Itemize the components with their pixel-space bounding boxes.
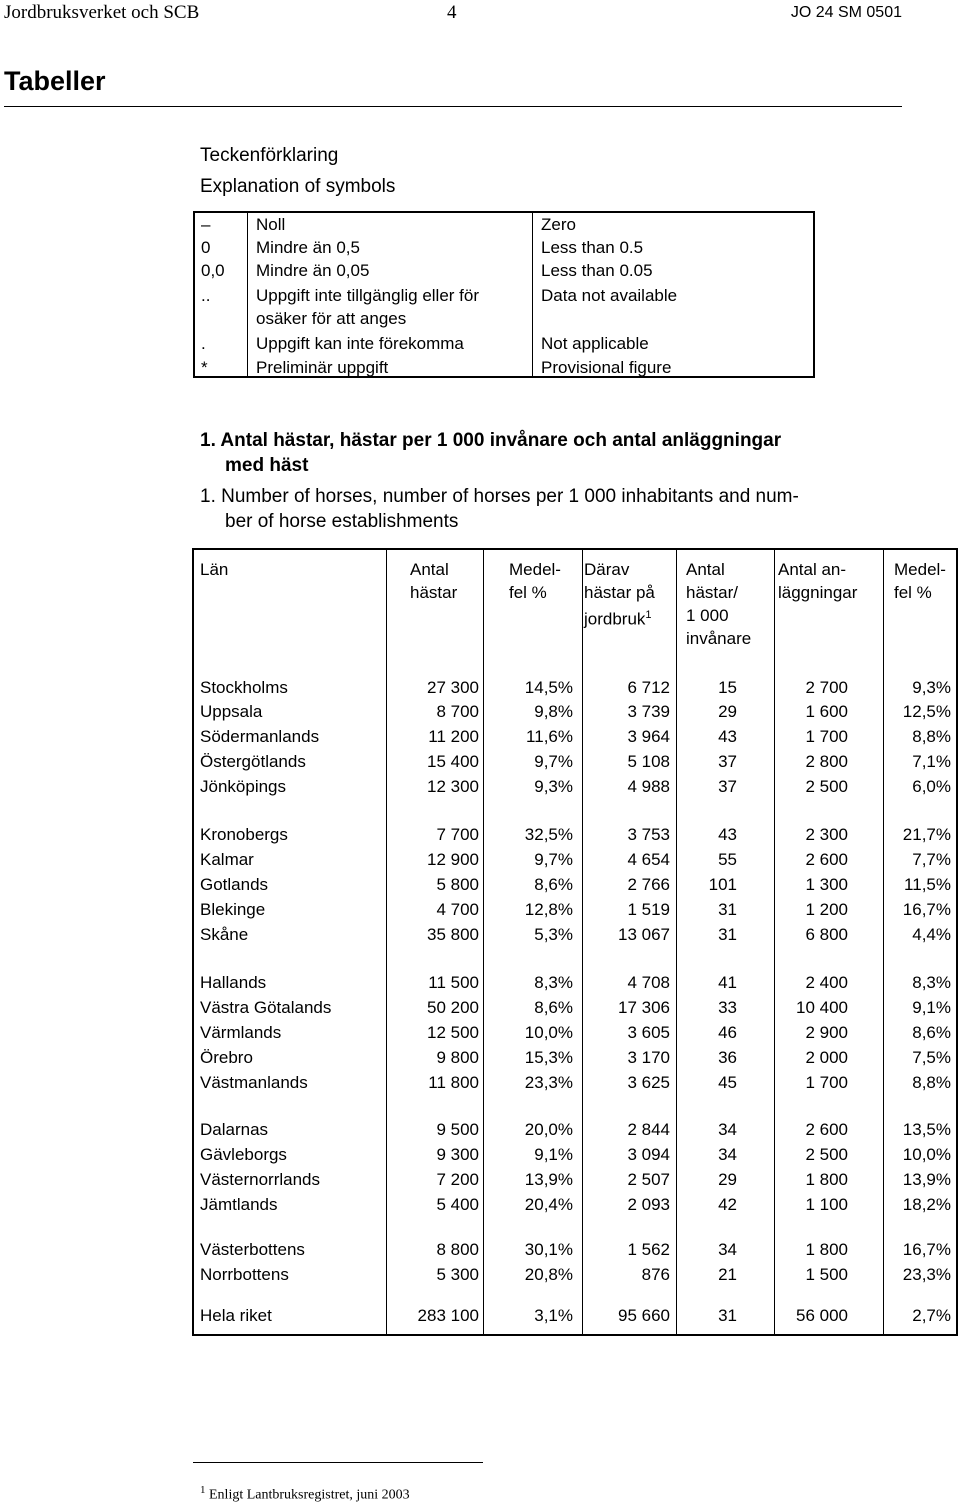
county-name: Kalmar [200, 850, 254, 869]
table-cell: 1 300 [805, 875, 848, 894]
legend-swedish: Preliminär uppgift [256, 358, 389, 377]
table-title-en-line1: 1. Number of horses, number of horses per 1 000 inhabitants and num- [200, 486, 799, 507]
legend-symbol: .. [201, 286, 211, 305]
table-cell: 1 519 [627, 900, 670, 919]
table-cell: 1 800 [805, 1240, 848, 1259]
table-cell: 31 [718, 925, 737, 944]
page-number: 4 [447, 2, 457, 23]
table-title-en-line2: ber of horse establishments [225, 511, 459, 532]
legend-swedish: Noll [256, 215, 286, 234]
table-row [194, 1118, 956, 1142]
table-cell: 12,8% [524, 900, 573, 919]
legend-symbol: – [201, 215, 211, 234]
county-name: Skåne [200, 925, 249, 944]
county-name: Jämtlands [200, 1195, 278, 1214]
table-cell: 6 800 [805, 925, 848, 944]
table-cell: 13,9% [902, 1170, 951, 1189]
table-cell: 9,7% [534, 850, 573, 869]
table-cell: 50 200 [427, 998, 479, 1017]
table-cell: 2 900 [805, 1023, 848, 1042]
table-cell: 34 [718, 1120, 737, 1139]
column-header-line: Medel- [894, 560, 946, 579]
table-row [194, 1238, 956, 1262]
table-cell: 56 000 [796, 1306, 848, 1325]
table-cell: 4 708 [627, 973, 670, 992]
table-cell: 27 300 [427, 678, 479, 697]
table-cell: 2 300 [805, 825, 848, 844]
table-cell: 8,3% [912, 973, 951, 992]
table-cell: 3,1% [534, 1306, 573, 1325]
table-cell: 2 500 [805, 777, 848, 796]
table-cell: 876 [641, 1265, 670, 1284]
column-header-line: hästar [410, 583, 458, 602]
legend-english: Data not available [541, 286, 678, 305]
table-cell: 10,0% [902, 1145, 951, 1164]
table-cell: 101 [708, 875, 737, 894]
table-cell: 43 [718, 727, 737, 746]
column-header-line: läggningar [778, 583, 858, 602]
table-cell: 5,3% [534, 925, 573, 944]
table-cell: 12 300 [427, 777, 479, 796]
county-name: Västerbottens [200, 1240, 305, 1259]
table-cell: 37 [718, 777, 737, 796]
table-cell: 3 739 [627, 702, 670, 721]
table-cell: 14,5% [524, 678, 573, 697]
table-row [194, 700, 956, 724]
table-cell: 8 800 [436, 1240, 479, 1259]
table-cell: 1 200 [805, 900, 848, 919]
table-row [194, 1193, 956, 1217]
table-cell: 15,3% [524, 1048, 573, 1067]
table-row [194, 1143, 956, 1167]
table-cell: 9,3% [912, 678, 951, 697]
column-header [509, 558, 561, 604]
table-row [194, 996, 956, 1020]
report-id: JO 24 SM 0501 [790, 4, 902, 21]
table-cell: 8,8% [912, 727, 951, 746]
county-name: Södermanlands [200, 727, 320, 746]
table-cell: 2 400 [805, 973, 848, 992]
table-cell: 17 306 [618, 998, 670, 1017]
table-cell: 9,3% [534, 777, 573, 796]
table-title-sv [200, 428, 781, 478]
table-cell: 8,8% [912, 1073, 951, 1092]
column-header-line: invånare [686, 629, 752, 648]
table-cell: 9 300 [436, 1145, 479, 1164]
table-cell: 34 [718, 1240, 737, 1259]
legend-english: Not applicable [541, 334, 649, 353]
footnote [200, 1484, 410, 1504]
table-cell: 13,5% [902, 1120, 951, 1139]
table-cell: 1 562 [627, 1240, 670, 1259]
table-title-sv-line1: 1. Antal hästar, hästar per 1 000 invånare och antal anläggningar [200, 430, 782, 451]
table-cell: 3 625 [627, 1073, 670, 1092]
table-cell: 15 400 [427, 752, 479, 771]
table-title-en [200, 484, 799, 534]
table-row [194, 1071, 956, 1095]
table-cell: 5 108 [627, 752, 670, 771]
legend-divider [532, 213, 533, 376]
table-cell: 6 712 [627, 678, 670, 697]
county-name: Örebro [200, 1048, 253, 1067]
table-cell: 11,5% [904, 875, 951, 894]
table-cell: 55 [718, 850, 737, 869]
table-cell: 10,0% [524, 1023, 573, 1042]
table-cell: 8,6% [912, 1023, 951, 1042]
table-cell: 3 094 [627, 1145, 670, 1164]
column-header-line: fel % [894, 583, 932, 602]
table-cell: 5 300 [436, 1265, 479, 1284]
table-cell: 3 605 [627, 1023, 670, 1042]
table-cell: 23,3% [902, 1265, 951, 1284]
table-cell: 37 [718, 752, 737, 771]
table-cell: 2 093 [627, 1195, 670, 1214]
table-cell: 20,8% [524, 1265, 573, 1284]
column-header-line: hästar/ [686, 583, 738, 602]
table-row [194, 823, 956, 847]
table-cell: 3 964 [627, 727, 670, 746]
column-header-line: Medel- [509, 560, 561, 579]
table-cell: 4 654 [627, 850, 670, 869]
symbol-legend-table [193, 211, 815, 378]
table-cell: 2 800 [805, 752, 848, 771]
table-cell: 32,5% [524, 825, 573, 844]
table-row [194, 1263, 956, 1287]
table-cell: 2 000 [805, 1048, 848, 1067]
horse-statistics-table [192, 548, 958, 1336]
table-cell: 1 800 [805, 1170, 848, 1189]
table-cell: 46 [718, 1023, 737, 1042]
page-header [0, 0, 960, 26]
column-header-line: Antal an- [778, 560, 847, 579]
table-row [194, 1168, 956, 1192]
table-cell: 13 067 [618, 925, 670, 944]
table-cell: 1 100 [805, 1195, 848, 1214]
table-cell: 4 700 [436, 900, 479, 919]
table-row [194, 1046, 956, 1070]
table-cell: 2 844 [627, 1120, 670, 1139]
legend-swedish: Uppgift inte tillgänglig eller för [256, 286, 480, 305]
legend-symbol: * [201, 358, 208, 377]
footnote-rule [193, 1462, 483, 1463]
table-row [194, 848, 956, 872]
legend-swedish: Mindre än 0,5 [256, 238, 360, 257]
table-cell: 11 800 [428, 1073, 479, 1092]
county-name: Gävleborgs [200, 1145, 287, 1164]
table-cell: 21 [718, 1265, 737, 1284]
legend-heading: Teckenförklaring [200, 145, 339, 166]
column-header [200, 558, 228, 581]
legend-english: Less than 0.5 [541, 238, 644, 257]
column-header [894, 558, 946, 604]
publisher-name: Jordbruksverket och SCB [4, 2, 200, 23]
table-cell: 7,5% [912, 1048, 951, 1067]
section-title: Tabeller [4, 66, 106, 96]
footnote-marker: 1 [200, 1484, 206, 1496]
table-row [194, 923, 956, 947]
table-cell: 21,7% [902, 825, 951, 844]
table-cell: 12 900 [427, 850, 479, 869]
table-cell: 18,2% [902, 1195, 951, 1214]
county-name: Västernorrlands [200, 1170, 321, 1189]
table-cell: 16,7% [902, 900, 951, 919]
table-cell: 1 700 [805, 1073, 848, 1092]
legend-symbol: 0,0 [201, 261, 225, 280]
table-cell: 95 660 [618, 1306, 670, 1325]
table-cell: 12 500 [427, 1023, 479, 1042]
table-row [194, 971, 956, 995]
legend-symbol: 0 [201, 238, 211, 257]
table-cell: 31 [718, 1306, 737, 1325]
legend-swedish: Mindre än 0,05 [256, 261, 370, 280]
column-header-text: jordbruk [584, 609, 646, 629]
table-cell: 8,3% [534, 973, 573, 992]
table-cell: 4 988 [627, 777, 670, 796]
legend-divider [247, 213, 248, 376]
table-cell: 29 [718, 1170, 737, 1189]
table-cell: 11 500 [428, 973, 479, 992]
column-header [584, 558, 655, 631]
table-cell: 16,7% [902, 1240, 951, 1259]
table-cell: 2 507 [627, 1170, 670, 1189]
table-cell: 2 600 [805, 850, 848, 869]
table-cell: 11,6% [526, 727, 573, 746]
table-cell: 7 200 [436, 1170, 479, 1189]
legend-english: Provisional figure [541, 358, 672, 377]
column-header-line: hästar på [584, 583, 655, 602]
column-header-line: Län [200, 560, 229, 579]
table-cell: 20,4% [524, 1195, 573, 1214]
table-row [194, 750, 956, 774]
county-name: Västmanlands [200, 1073, 308, 1092]
table-cell: 2 766 [627, 875, 670, 894]
table-cell: 1 700 [805, 727, 848, 746]
table-cell: 8 700 [436, 702, 479, 721]
county-name: Uppsala [200, 702, 263, 721]
table-cell: 30,1% [524, 1240, 573, 1259]
table-row [194, 873, 956, 897]
table-cell: 41 [718, 973, 737, 992]
table-cell: 36 [718, 1048, 737, 1067]
title-underline [4, 106, 902, 107]
county-name: Stockholms [200, 678, 288, 697]
table-cell: 10 400 [796, 998, 848, 1017]
table-cell: 9 500 [436, 1120, 479, 1139]
column-header-line: Antal [410, 560, 449, 579]
table-cell: 42 [718, 1195, 737, 1214]
column-header-line: Därav [584, 560, 630, 579]
column-header-line: fel % [509, 583, 547, 602]
county-name: Norrbottens [200, 1265, 289, 1284]
county-name: Östergötlands [200, 752, 306, 771]
table-cell: 7,1% [912, 752, 951, 771]
table-cell: 4,4% [912, 925, 951, 944]
column-header [686, 558, 751, 650]
county-name: Västra Götalands [200, 998, 332, 1017]
table-row [194, 725, 956, 749]
county-name: Hallands [200, 973, 267, 992]
table-cell: 9,1% [534, 1145, 573, 1164]
table-row [194, 1021, 956, 1045]
table-cell: 5 400 [436, 1195, 479, 1214]
footnote-reference: 1 [645, 609, 652, 621]
table-cell: 11 200 [428, 727, 479, 746]
table-cell: 3 753 [627, 825, 670, 844]
table-cell: 1 500 [805, 1265, 848, 1284]
table-cell: 7 700 [436, 825, 479, 844]
county-name: Jönköpings [200, 777, 287, 796]
table-cell: 29 [718, 702, 737, 721]
table-cell: 283 100 [417, 1306, 479, 1325]
county-name: Gotlands [200, 875, 269, 894]
table-cell: 33 [718, 998, 737, 1017]
legend-subheading: Explanation of symbols [200, 176, 396, 197]
table-cell: 7,7% [912, 850, 951, 869]
county-name: Kronobergs [200, 825, 288, 844]
table-cell: 2 600 [805, 1120, 848, 1139]
county-name: Dalarnas [200, 1120, 269, 1139]
table-cell: 8,6% [534, 875, 573, 894]
legend-swedish: osäker för att anges [256, 309, 407, 328]
table-title-sv-line2: med häst [225, 455, 309, 476]
column-header-line: Antal [686, 560, 725, 579]
column-header [410, 558, 457, 604]
legend-symbol: . [201, 334, 206, 353]
footnote-text: Enligt Lantbruksregistret, juni 2003 [209, 1487, 410, 1503]
table-cell: 9,8% [534, 702, 573, 721]
table-cell: 31 [718, 900, 737, 919]
table-total-row [194, 1304, 956, 1328]
column-header [778, 558, 857, 604]
table-cell: 9 800 [436, 1048, 479, 1067]
table-cell: 15 [718, 678, 737, 697]
table-cell: 35 800 [427, 925, 479, 944]
county-name: Värmlands [200, 1023, 282, 1042]
legend-english: Zero [541, 215, 576, 234]
table-cell: 20,0% [524, 1120, 573, 1139]
table-cell: 3 170 [627, 1048, 670, 1067]
table-cell: 9,7% [534, 752, 573, 771]
table-cell: 34 [718, 1145, 737, 1164]
table-row [194, 775, 956, 799]
column-header-line: 1 000 [686, 606, 729, 625]
table-cell: 2 500 [805, 1145, 848, 1164]
table-cell: 9,1% [912, 998, 951, 1017]
column-header-line [584, 604, 655, 631]
county-name: Blekinge [200, 900, 266, 919]
table-cell: 6,0% [912, 777, 951, 796]
table-row [194, 676, 956, 700]
table-cell: 23,3% [524, 1073, 573, 1092]
table-cell: 5 800 [436, 875, 479, 894]
table-cell: 1 600 [805, 702, 848, 721]
table-cell: 8,6% [534, 998, 573, 1017]
table-cell: 43 [718, 825, 737, 844]
legend-swedish: Uppgift kan inte förekomma [256, 334, 464, 353]
legend-english: Less than 0.05 [541, 261, 653, 280]
table-cell: 45 [718, 1073, 737, 1092]
table-cell: 2 700 [805, 678, 848, 697]
table-cell: 2,7% [912, 1306, 951, 1325]
table-row [194, 898, 956, 922]
table-cell: 13,9% [524, 1170, 573, 1189]
table-cell: 12,5% [902, 702, 951, 721]
county-name: Hela riket [200, 1306, 272, 1325]
